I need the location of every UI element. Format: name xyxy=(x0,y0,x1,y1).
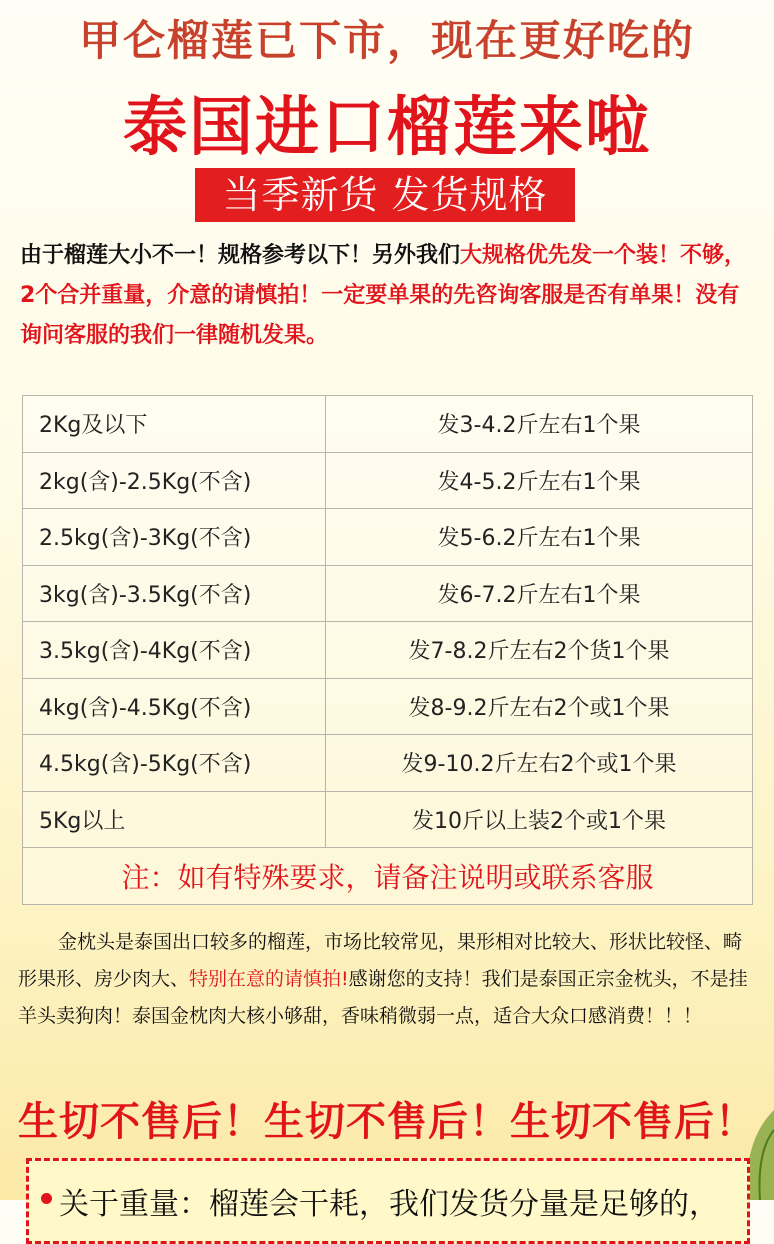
shipping-spec-cell: 发3-4.2斤左右1个果 xyxy=(326,396,753,453)
table-row xyxy=(23,678,753,735)
headline-top: 甲仑榴莲已下市，现在更好吃的 xyxy=(78,16,695,65)
table-row xyxy=(23,396,753,453)
weight-range-cell: 5Kg以上 xyxy=(23,791,326,848)
table-row xyxy=(23,452,753,509)
shipping-spec-cell: 发6-7.2斤左右1个果 xyxy=(326,565,753,622)
headline-main: 泰国进口榴莲来啦 xyxy=(123,91,651,165)
shipping-spec-cell: 发10斤以上装2个或1个果 xyxy=(326,791,753,848)
table-row xyxy=(23,735,753,792)
shipping-spec-cell: 发8-9.2斤左右2个或1个果 xyxy=(326,678,753,735)
description-text xyxy=(18,924,758,1035)
table-row xyxy=(23,791,753,848)
intro-text xyxy=(20,236,756,356)
shipping-spec-cell: 发9-10.2斤左右2个或1个果 xyxy=(326,735,753,792)
intro-text-black: 由于榴莲大小不一！规格参考以下！另外我们 xyxy=(20,243,461,268)
table-row xyxy=(23,565,753,622)
weight-range-cell: 2Kg及以下 xyxy=(23,396,326,453)
description-part1: 金枕头是泰国出口较多的榴莲，市场比较常见，果形相对比较大、形状比较怪、畸形果形、房少肉大、 xyxy=(18,931,743,990)
description-part2: 感谢您的支持！我们是泰国正宗金枕头，不是挂羊头卖狗肉！泰国金枕肉大核小够甜，香味稍微弱一点，适合大众口感消费！！！ xyxy=(18,968,748,1027)
table-note-row xyxy=(23,848,753,905)
spec-table xyxy=(22,395,753,905)
shipping-spec-cell: 发4-5.2斤左右1个果 xyxy=(326,452,753,509)
weight-notice-box xyxy=(26,1158,750,1244)
bullet-icon xyxy=(41,1193,52,1204)
table-row xyxy=(23,622,753,679)
weight-range-cell: 2.5kg(含)-3Kg(不含) xyxy=(23,509,326,566)
table-row xyxy=(23,509,753,566)
weight-range-cell: 3kg(含)-3.5Kg(不含) xyxy=(23,565,326,622)
weight-range-cell: 4.5kg(含)-5Kg(不含) xyxy=(23,735,326,792)
special-request-note: 注：如有特殊要求，请备注说明或联系客服 xyxy=(23,848,753,905)
weight-range-cell: 2kg(含)-2.5Kg(不含) xyxy=(23,452,326,509)
shipping-spec-cell: 发5-6.2斤左右1个果 xyxy=(326,509,753,566)
section-banner: 当季新货 发货规格 xyxy=(195,168,575,222)
weight-range-cell: 3.5kg(含)-4Kg(不含) xyxy=(23,622,326,679)
no-after-sale-warning: 生切不售后！生切不售后！生切不售后！ xyxy=(18,1099,756,1145)
weight-notice-text: 关于重量：榴莲会干耗，我们发货分量是足够的， xyxy=(59,1187,719,1222)
shipping-spec-cell: 发7-8.2斤左右2个货1个果 xyxy=(326,622,753,679)
weight-range-cell: 4kg(含)-4.5Kg(不含) xyxy=(23,678,326,735)
intro-text-red: 大规格优先发一个装！不够，2个合并重量，介意的请慎拍！一定要单果的先咨询客服是否有单果！没有询问客服的我们一律随机发果。 xyxy=(20,243,747,348)
description-red: 特别在意的请慎拍! xyxy=(189,968,349,990)
